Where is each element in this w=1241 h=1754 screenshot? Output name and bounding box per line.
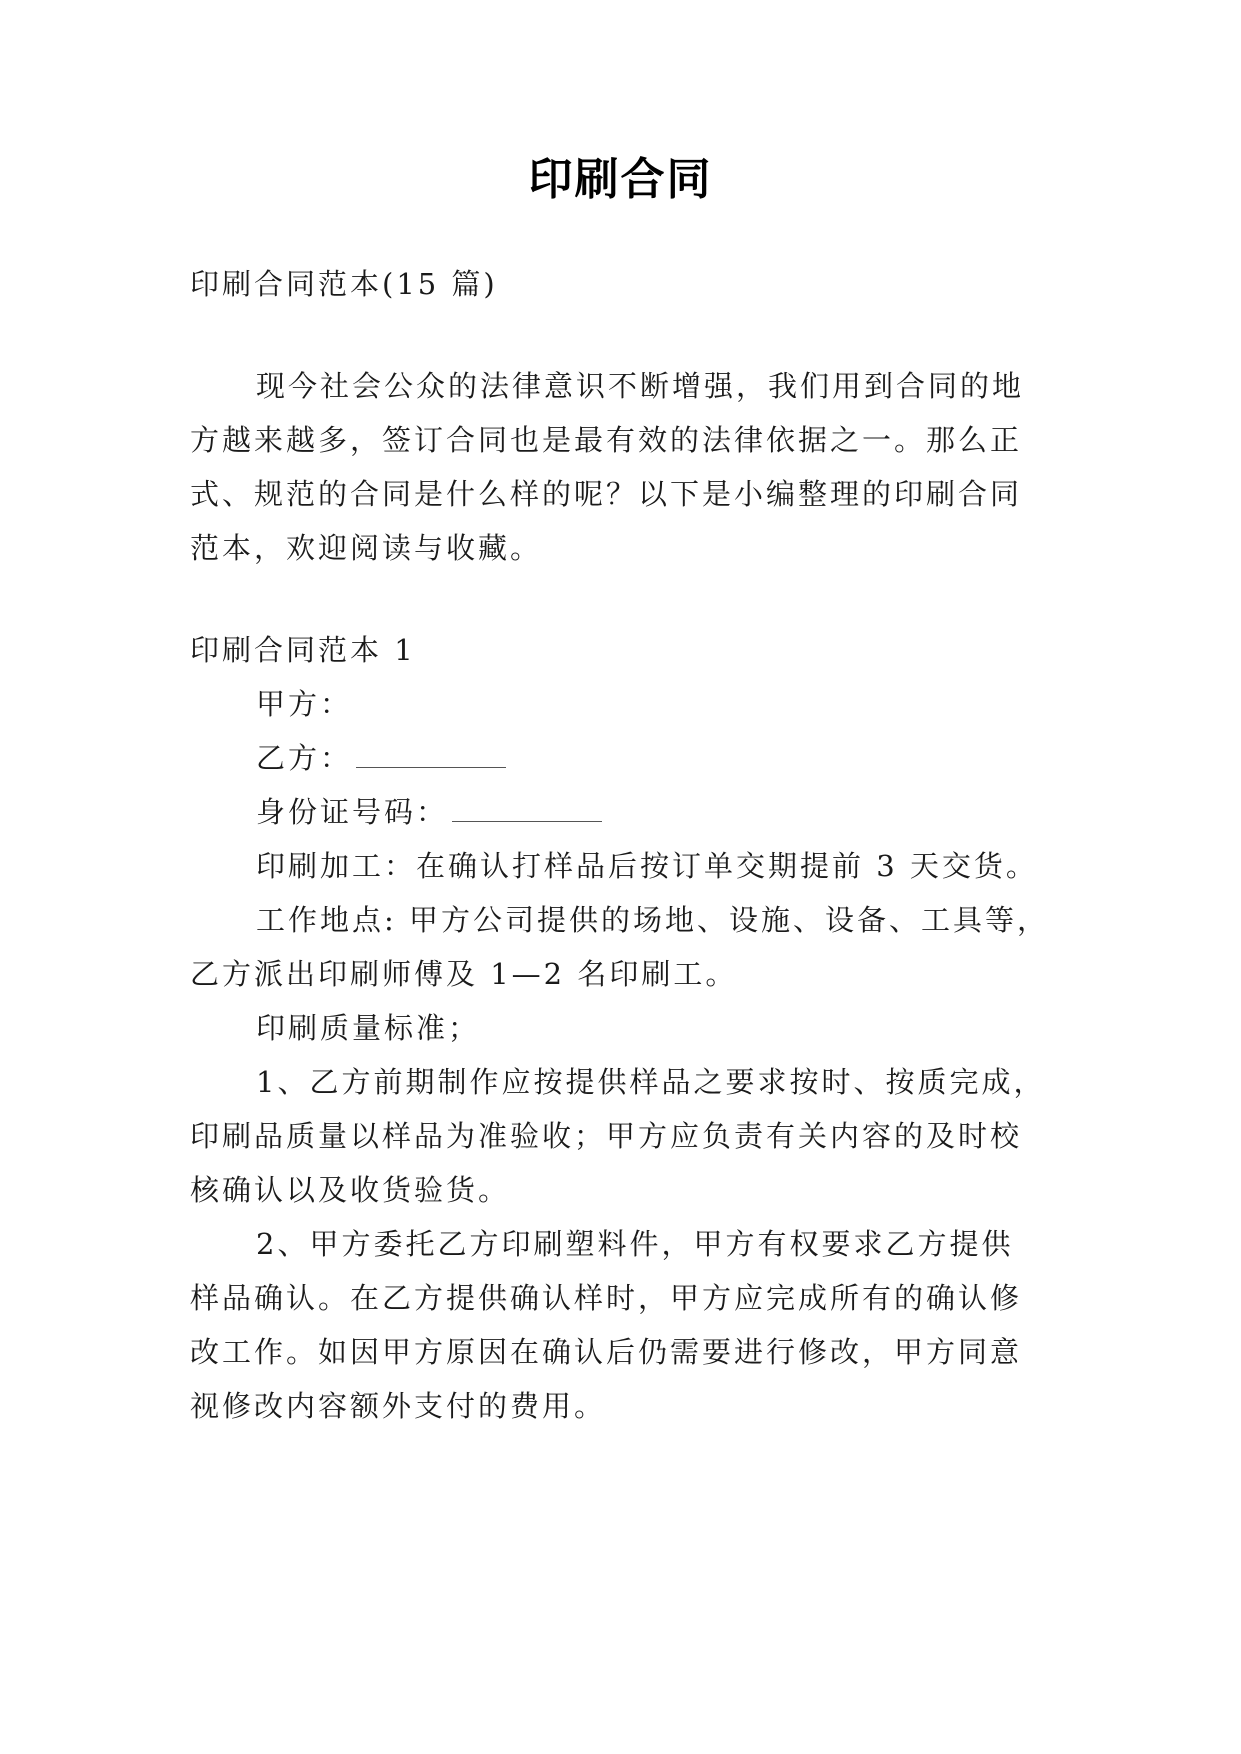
intro-line-2: 方越来越多，签订合同也是最有效的法律依据之一。那么正 — [190, 423, 1023, 457]
section-heading: 印刷合同范本 1 — [190, 633, 416, 667]
clause1-line-3: 核确认以及收货验货。 — [190, 1173, 511, 1207]
party-a-label: 甲方： — [256, 687, 353, 721]
intro-line-4: 范本，欢迎阅读与收藏。 — [190, 531, 543, 565]
subtitle: 印刷合同范本(15 篇) — [190, 267, 498, 301]
clause2-line-1: 2、甲方委托乙方印刷塑料件，甲方有权要求乙方提供 — [256, 1227, 1014, 1261]
id-number-row — [256, 790, 602, 834]
id-number-label: 身份证号码： — [256, 795, 449, 829]
location-line-1: 工作地点: 甲方公司提供的场地、设施、设备、工具等， — [256, 903, 1049, 937]
clause1-line-1: 1、乙方前期制作应按提供样品之要求按时、按质完成， — [256, 1065, 1046, 1099]
intro-line-3: 式、规范的合同是什么样的呢？以下是小编整理的印刷合同 — [190, 477, 1023, 511]
page-title: 印刷合同 — [528, 154, 713, 205]
party-b-label: 乙方： — [256, 741, 353, 775]
intro-line-1: 现今社会公众的法律意识不断增强，我们用到合同的地 — [256, 369, 1025, 403]
location-line-2: 乙方派出印刷师傅及 1—2 名印刷工。 — [190, 957, 738, 991]
party-b-blank — [356, 741, 506, 768]
clause1-line-2: 印刷品质量以样品为准验收；甲方应负责有关内容的及时校 — [190, 1119, 1023, 1153]
printing-terms: 印刷加工：在确认打样品后按订单交期提前 3 天交货。 — [256, 849, 1038, 883]
clause2-line-2: 样品确认。在乙方提供确认样时，甲方应完成所有的确认修 — [190, 1281, 1023, 1315]
quality-standard: 印刷质量标准； — [256, 1011, 481, 1045]
clause2-line-3: 改工作。如因甲方原因在确认后仍需要进行修改，甲方同意 — [190, 1335, 1023, 1369]
clause2-line-4: 视修改内容额外支付的费用。 — [190, 1389, 607, 1423]
party-b-row — [256, 736, 506, 780]
id-number-blank — [452, 795, 602, 822]
